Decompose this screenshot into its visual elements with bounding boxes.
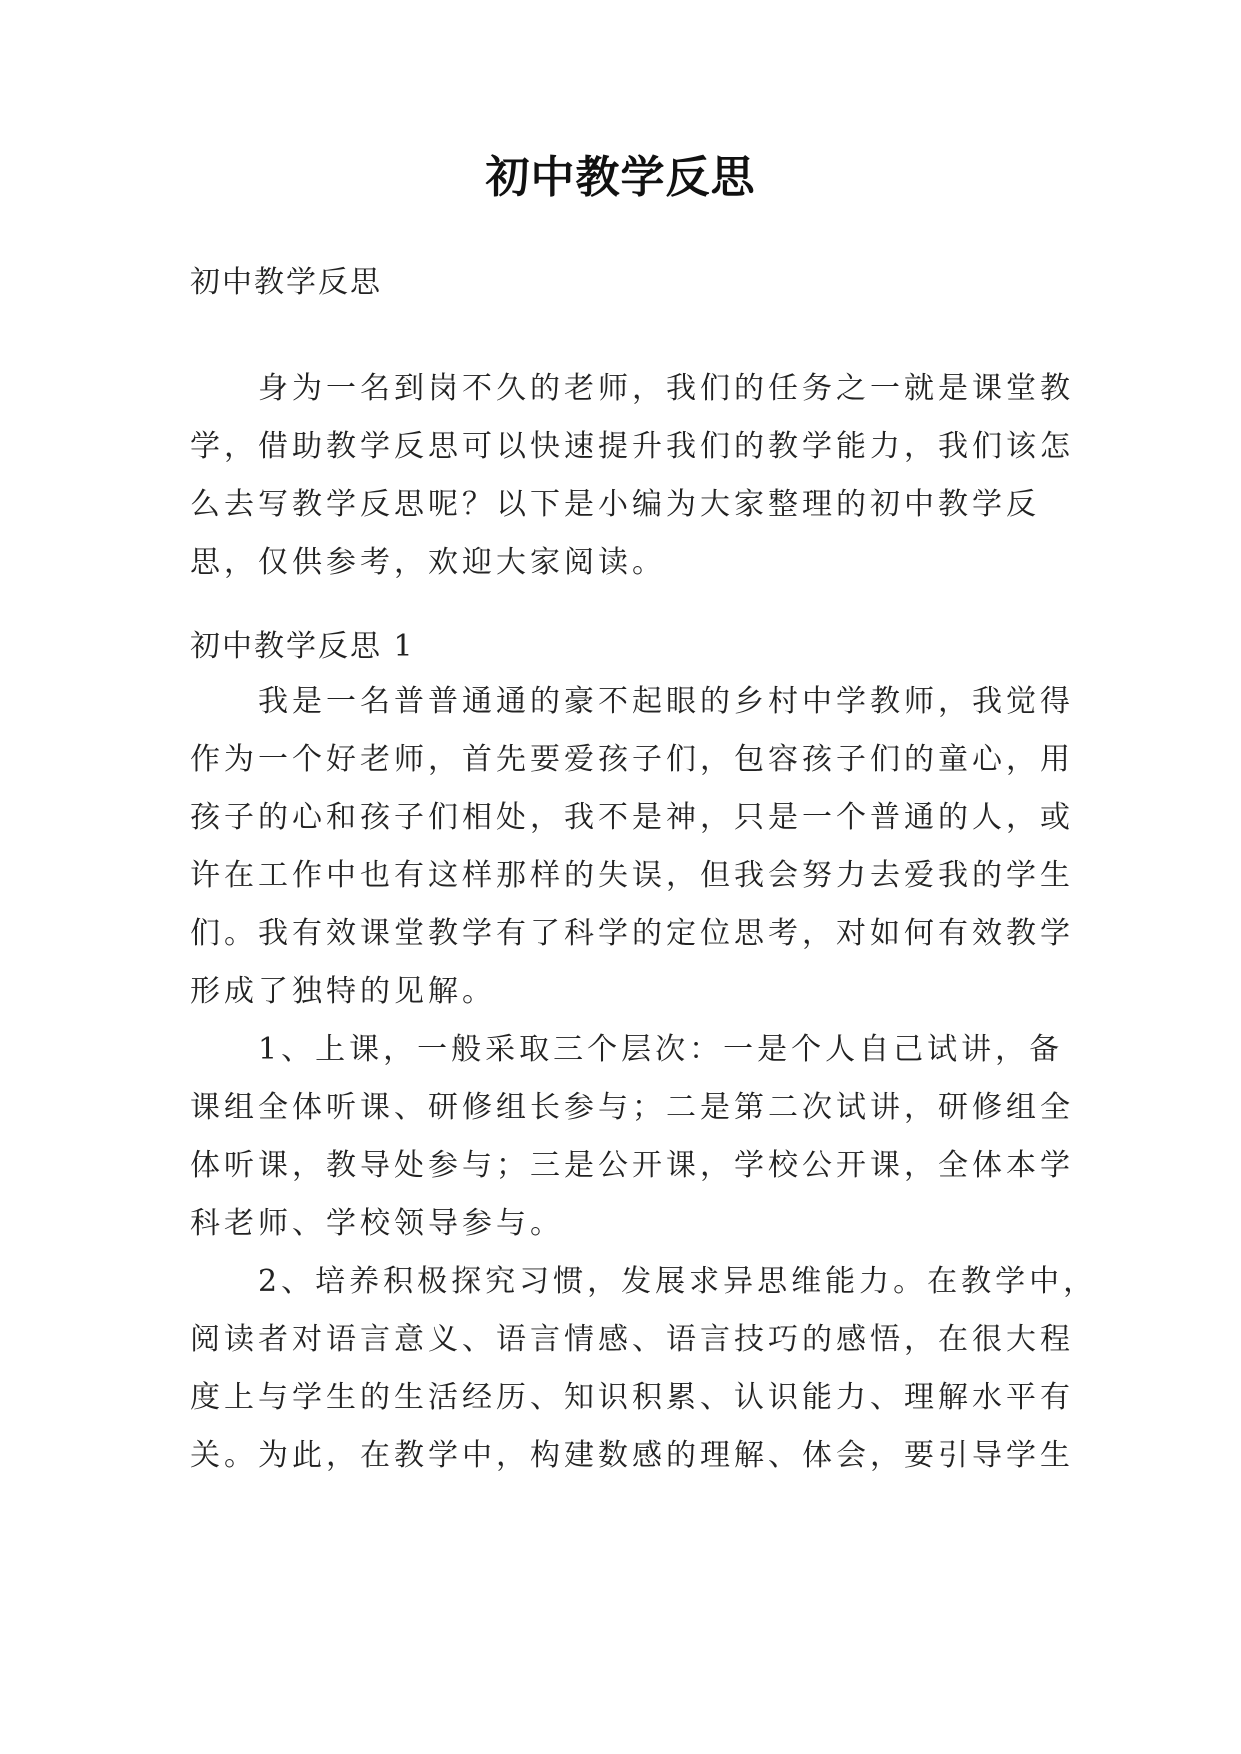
text-line: 阅读者对语言意义、语言情感、语言技巧的感悟，在很大程 [190, 1322, 1074, 1357]
document-title: 初中教学反思 [485, 152, 756, 203]
text-line: 孩子的心和孩子们相处，我不是神，只是一个普通的人，或 [190, 800, 1074, 835]
text-line: 我是一名普普通通的豪不起眼的乡村中学教师，我觉得 [258, 684, 1074, 719]
document-subtitle: 初中教学反思 [190, 265, 382, 300]
text-line: 关。为此，在教学中，构建数感的理解、体会，要引导学生 [190, 1438, 1074, 1473]
text-line: 身为一名到岗不久的老师，我们的任务之一就是课堂教 [258, 371, 1074, 406]
text-line: 形成了独特的见解。 [190, 974, 496, 1009]
text-line: 科老师、学校领导参与。 [190, 1206, 564, 1241]
text-line: 们。我有效课堂教学有了科学的定位思考，对如何有效教学 [190, 916, 1074, 951]
text-line: 课组全体听课、研修组长参与；二是第二次试讲，研修组全 [190, 1090, 1074, 1125]
text-line: 2、培养积极探究习惯，发展求异思维能力。在教学中， [258, 1264, 1098, 1299]
text-line: 体听课，教导处参与；三是公开课，学校公开课，全体本学 [190, 1148, 1074, 1183]
text-line: 度上与学生的生活经历、知识积累、认识能力、理解水平有 [190, 1380, 1074, 1415]
text-line: 么去写教学反思呢？以下是小编为大家整理的初中教学反 [190, 487, 1040, 522]
text-line: 1、上课，一般采取三个层次：一是个人自己试讲，备 [258, 1032, 1064, 1067]
intro-paragraph [190, 360, 1074, 592]
text-line: 作为一个好老师，首先要爱孩子们，包容孩子们的童心，用 [190, 742, 1074, 777]
text-line: 许在工作中也有这样那样的失误，但我会努力去爱我的学生 [190, 858, 1074, 893]
section-heading: 初中教学反思 1 [190, 629, 415, 664]
text-line: 学，借助教学反思可以快速提升我们的教学能力，我们该怎 [190, 429, 1074, 464]
text-line: 思，仅供参考，欢迎大家阅读。 [190, 545, 666, 580]
section1-body [190, 673, 1098, 1485]
